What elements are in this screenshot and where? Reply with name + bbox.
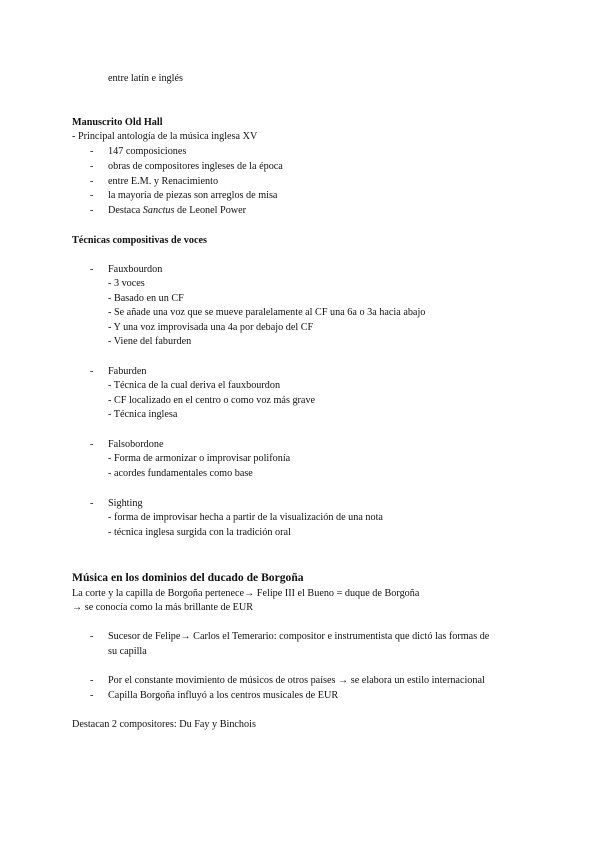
list-item: la mayoría de piezas son arreglos de misa: [108, 190, 278, 201]
closing-line: Destacan 2 compositores: Du Fay y Binchois: [72, 719, 256, 730]
bullet-dash: -: [90, 205, 94, 216]
top-line: entre latín e inglés: [108, 73, 183, 84]
list-item: Sucesor de Felipe→ Carlos el Temerario: compositor e instrumentista que dictó las formas de: [108, 631, 490, 642]
tecnicas-heading: Técnicas compositivas de voces: [72, 235, 207, 246]
technique-line: - CF localizado en el centro o como voz más grave: [108, 395, 316, 406]
bullet-dash: -: [90, 161, 94, 172]
bullet-dash: -: [90, 146, 94, 157]
bullet-dash: -: [90, 498, 94, 509]
technique-line: - Basado en un CF: [108, 293, 184, 304]
technique-line: - Técnica de la cual deriva el fauxbourdon: [108, 380, 281, 391]
list-item-continuation: su capilla: [108, 646, 147, 657]
list-item: 147 composiciones: [108, 146, 187, 157]
technique-line: - Viene del faburden: [108, 336, 192, 347]
bullet-dash: -: [90, 264, 94, 275]
bullet-dash: -: [90, 439, 94, 450]
technique-line: - Y una voz improvisada una 4a por debajo del CF: [108, 322, 314, 333]
technique-name: Sighting: [108, 498, 143, 509]
technique-line: - 3 voces: [108, 278, 145, 289]
bullet-dash: -: [90, 366, 94, 377]
technique-name: Faburden: [108, 366, 147, 377]
technique-line: - acordes fundamentales como base: [108, 468, 253, 479]
bullet-dash: -: [90, 176, 94, 187]
borgona-line-2: → se conocía como la más brillante de EUR: [72, 602, 254, 613]
borgona-heading: Música en los dominios del ducado de Borgoña: [72, 571, 304, 584]
list-item-sanctus: [108, 204, 246, 219]
technique-name: Fauxbourdon: [108, 264, 163, 275]
technique-line: - Se añade una voz que se mueve paralelamente al CF una 6a o 3a hacia abajo: [108, 307, 426, 318]
technique-line: - forma de improvisar hecha a partir de la visualización de una nota: [108, 512, 383, 523]
list-item: Capilla Borgoña influyó a los centros musicales de EUR: [108, 690, 339, 701]
bullet-dash: -: [90, 631, 94, 642]
list-item: entre E.M. y Renacimiento: [108, 176, 219, 187]
bullet-dash: -: [90, 190, 94, 201]
italic-text: Sanctus: [142, 205, 175, 216]
old-hall-intro: - Principal antología de la música inglesa XV: [72, 131, 258, 142]
list-item: Por el constante movimiento de músicos de otros países → se elabora un estilo internacional: [108, 675, 485, 686]
list-item: obras de compositores ingleses de la época: [108, 161, 283, 172]
borgona-line-1: La corte y la capilla de Borgoña pertenece→ Felipe III el Bueno = duque de Borgoña: [72, 588, 420, 599]
old-hall-heading: Manuscrito Old Hall: [72, 117, 163, 128]
text: de Leonel Power: [174, 205, 247, 216]
technique-line: - Técnica inglesa: [108, 409, 178, 420]
bullet-dash: -: [90, 690, 94, 701]
text: Destaca: [108, 205, 143, 216]
technique-line: - Forma de armonizar o improvisar polifonía: [108, 453, 291, 464]
technique-line: - técnica inglesa surgida con la tradición oral: [108, 527, 291, 538]
bullet-dash: -: [90, 675, 94, 686]
technique-name: Falsobordone: [108, 439, 164, 450]
